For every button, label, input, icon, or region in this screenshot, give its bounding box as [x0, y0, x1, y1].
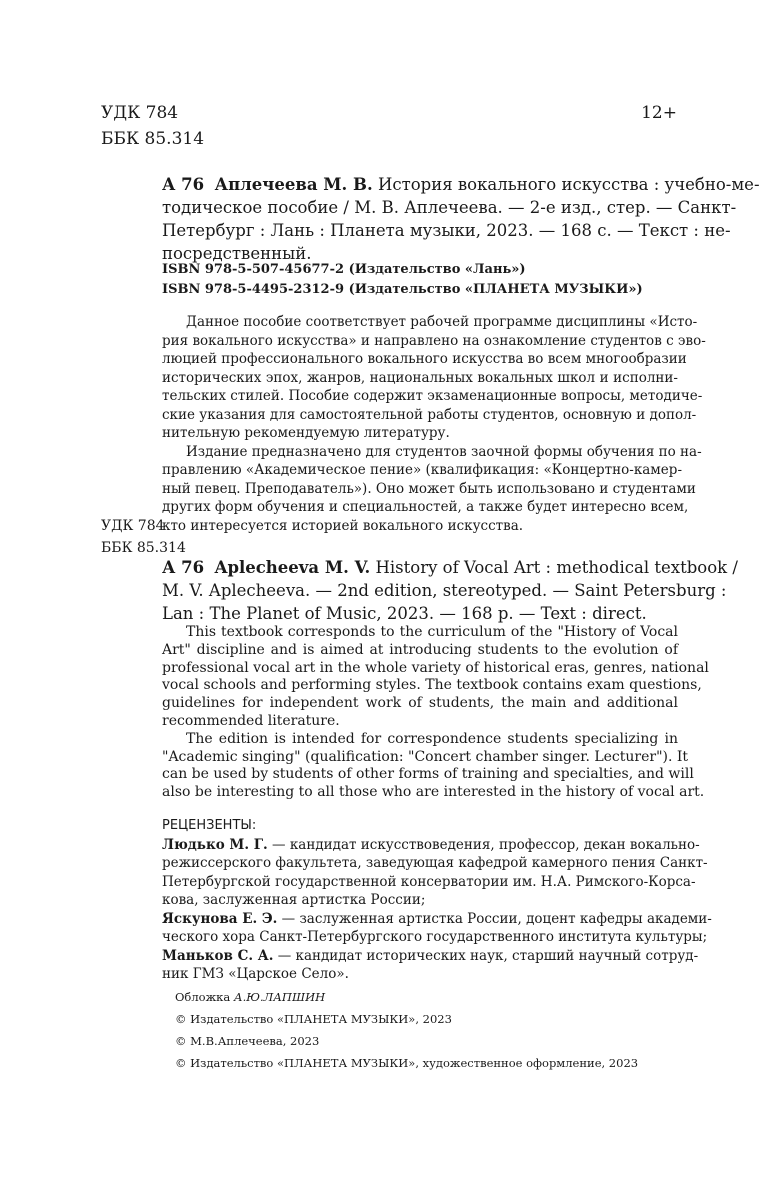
bbk-code: ББК 85.314	[101, 129, 205, 149]
en-abstract-line: guidelines for independent work of students, the main and additional	[162, 695, 678, 712]
isbn-lan: ISBN 978-5-507-45677-2 (Издательство «Лань»)	[162, 262, 526, 277]
reviewers-section	[162, 817, 712, 984]
ru-abstract-line: рия вокального искусства» и направлено на ознакомление студентов с эво-	[162, 332, 706, 349]
reviewer-name: Людько М. Г.	[162, 836, 268, 853]
en-abstract-line: The edition is intended for correspondence students specializing in	[186, 730, 678, 747]
ru-entry-line-4: посредственный.	[162, 244, 312, 263]
reviewer-line: Петербургской государственной консерватории им. Н.А. Римского-Корса-	[162, 873, 696, 890]
credits-section	[175, 986, 638, 1074]
en-abstract-line: professional vocal art in the whole variety of historical eras, genres, national	[162, 659, 709, 676]
copyright-line: © М.В.Аплечеева, 2023	[175, 1034, 320, 1048]
ru-entry-author: Аплечеева М. В.	[214, 175, 373, 194]
en-abstract-line: can be used by students of other forms of training and specialties, and will	[162, 766, 694, 783]
reviewer-text: — кандидат исторических наук, старший научный сотруд-	[273, 947, 699, 964]
ru-entry-code: А 76	[162, 175, 205, 194]
ru-abstract-line: ный певец. Преподаватель»). Оно может быть использовано и студентами	[162, 480, 696, 497]
ru-abstract-line: исторических эпох, жанров, национальных вокальных школ и исполни-	[162, 369, 678, 386]
reviewer-line	[162, 947, 699, 966]
ru-abstract-line: других форм обучения и специальностей, а также будет интересно всем,	[162, 499, 689, 515]
en-entry-author: Aplecheeva M. V.	[214, 558, 371, 577]
en-bibliographic-entry	[162, 556, 738, 625]
ru-entry-line-3: Петербург : Лань : Планета музыки, 2023. — 168 с. — Текст : не-	[162, 221, 731, 240]
reviewer-line: ческого хора Санкт-Петербургского государственного института культуры;	[162, 929, 708, 945]
ru-abstract-line: нительную рекомендуемую литературу.	[162, 425, 450, 441]
ru-abstract-line: ские указания для самостоятельной работы студентов, основную и допол-	[162, 406, 697, 423]
copyright-line: © Издательство «ПЛАНЕТА МУЗЫКИ», художественное оформление, 2023	[175, 1056, 639, 1070]
reviewer-name: Маньков С. А.	[162, 947, 274, 964]
ru-abstract	[162, 313, 706, 535]
en-abstract-line: also be interesting to all those who are interested in the history of vocal art.	[162, 784, 705, 801]
reviewer-text: — заслуженная артистка России, доцент кафедры академи-	[277, 910, 712, 927]
en-entry-line-3: Lan : The Planet of Music, 2023. — 168 p. — Text : direct.	[162, 604, 647, 623]
reviewer-text: — кандидат искусствоведения, профессор, декан вокально-	[267, 836, 700, 853]
en-abstract-line: recommended literature.	[162, 712, 340, 729]
ru-abstract-line: тельских стилей. Пособие содержит экзаменационные вопросы, методиче-	[162, 388, 703, 404]
ru-entry-line-2: тодическое пособие / М. В. Аплечеева. — 2-е изд., стер. — Санкт-	[162, 198, 737, 217]
en-abstract-line: This textbook corresponds to the curriculum of the "History of Vocal	[186, 624, 678, 640]
ru-abstract-line: люцией профессионального вокального искусства во всем многообразии	[162, 351, 687, 367]
cover-credit	[175, 986, 638, 1008]
en-entry-text: History of Vocal Art : methodical textbook /	[375, 558, 738, 577]
reviewer-line	[162, 836, 700, 855]
ru-abstract-line: Данное пособие соответствует рабочей программе дисциплины «Исто-	[186, 314, 698, 330]
copyright-line: © Издательство «ПЛАНЕТА МУЗЫКИ», 2023	[175, 1012, 452, 1026]
reviewer-line: ник ГМЗ «Царское Село».	[162, 966, 349, 982]
ru-abstract-line: кто интересуется историей вокального искусства.	[162, 517, 524, 534]
en-abstract-line: vocal schools and performing styles. The textbook contains exam questions,	[162, 677, 702, 694]
en-entry-code: А 76	[162, 558, 205, 577]
isbn-planeta: ISBN 978-5-4495-2312-9 (Издательство «ПЛАНЕТА МУЗЫКИ»)	[162, 282, 643, 297]
udk-code-en: УДК 784	[101, 518, 165, 534]
en-entry-line-2: M. V. Aplecheeva. — 2nd edition, stereotyped. — Saint Petersburg :	[162, 581, 727, 600]
ru-entry-line-1	[162, 173, 760, 196]
reviewers-heading: РЕЦЕНЗЕНТЫ:	[162, 818, 257, 833]
bbk-code-en: ББК 85.314	[101, 540, 186, 556]
en-entry-line-1	[162, 556, 738, 579]
ru-entry-text: История вокального искусства : учебно-ме-	[377, 175, 760, 194]
en-abstract-line: Art" discipline and is aimed at introducing students to the evolution of	[162, 641, 678, 658]
ru-bibliographic-entry	[162, 173, 760, 265]
reviewer-line: режиссерского факультета, заведующая кафедрой камерного пения Санкт-	[162, 855, 708, 871]
cover-label: Обложка	[175, 990, 231, 1004]
cover-artist: А.Ю.ЛАПШИН	[233, 990, 326, 1004]
reviewer-name: Яскунова Е. Э.	[162, 910, 278, 927]
ru-abstract-line: правлению «Академическое пение» (квалификация: «Концертно-камер-	[162, 462, 683, 478]
reviewer-line	[162, 910, 712, 929]
en-abstract	[162, 624, 709, 802]
reviewer-line: кова, заслуженная артистка России;	[162, 892, 426, 908]
age-rating: 12+	[641, 103, 677, 123]
udk-code: УДК 784	[101, 103, 179, 123]
en-abstract-line: "Academic singing" (qualification: "Concert chamber singer. Lecturer"). It	[162, 748, 689, 765]
ru-abstract-line: Издание предназначено для студентов заочной формы обучения по на-	[186, 443, 702, 460]
